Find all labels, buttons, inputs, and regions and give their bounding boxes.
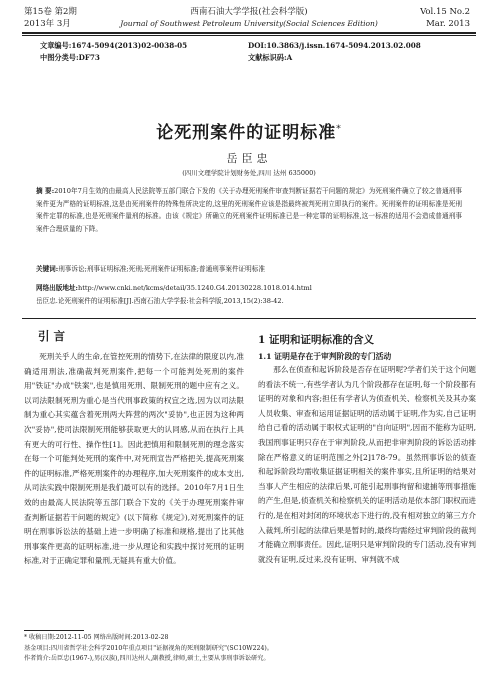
intro-column bbox=[24, 328, 244, 569]
abstract-text: 2010年7月生效的由最高人民法院等五部门联合下发的《关于办理死刑案件审查判断证据若干问题的规定》为死刑案件确立了较之普通刑事案件更为严格的证明标准,这是由死刑案件的特殊性所决定的,这里的死刑案件应该是指最终被判死刑立即执行的案件。死刑案件的证明标准是死刑案件定罪的标准,也是死刑案件量刑的标准。由该《规定》所确立的死刑案件证明标准已是一种定罪的证明标准,这一标准的适用不会造成普通刑事案件合理质量的下降。 bbox=[36, 187, 462, 233]
online-label: 网络出版地址: bbox=[36, 284, 78, 292]
keywords bbox=[36, 264, 462, 275]
date-cn: 2013年 3月 bbox=[24, 19, 71, 29]
keywords-text: 刑事诉讼;刑事证明标准;死刑;死刑案件证明标准;普通刑事案件证明标准 bbox=[58, 265, 265, 273]
received-date: * 收稿日期:2012-11-05 网络出版时间:2013-02-28 bbox=[24, 634, 169, 641]
volume-en: Vol.15 No.2 bbox=[420, 7, 470, 17]
author-bio: 作者简介:岳臣忠(1967-),男(汉族),四川达州人,副教授,律师,硕士,主要从事刑事诉讼研究。 bbox=[24, 655, 270, 662]
issue-info-en bbox=[420, 6, 470, 30]
footnote-rule bbox=[24, 630, 84, 631]
fund-info: 基金项目:四川省哲学社会科学2010年重点项目"证据视角的死刑限制研究"(SC10W224)。 bbox=[24, 644, 273, 652]
intro-paragraph: 死刑关乎人的生命,在管控死刑的情势下,在法律的限度以内,准确适用刑法,准确裁判死刑案件,把每一个可能判处死刑的案件用"铁证"办成"铁案",也是慎用死刑、限制死刑的题中应有之义。以司法限制死刑为重心是当代刑事政策的权宜之选,因为以司法限制为重心其实蕴含着死刑两大阵营的两次"妥协",也正因为这种两次"妥协",使司法限制死刑能够获取更大的认同感,从而在执行上具有更大的可行性、操作性[1]。因此把慎用和限制死刑的理念落实在每一个可能判处死刑的案件中,对死刑宣告严格把关,提高死刑案件的证明标准,严格死刑案件的办理程序,加大死刑案件的成本支出,从司法实践中限制死刑是我们最可以有的选择。2010年7月1日生效的由最高人民法院等五部门联合下发的《关于办理死刑案件审查判断证据若干问题的规定》(以下简称《规定》),对死刑案件的证明在刑事诉讼法的基础上进一步明确了标准和规格,提出了比其他刑事案件更高的证明标准,进一步从理论和实践中探讨死刑的证明标准,对于正确定罪和量刑,无疑具有重大价值。 bbox=[24, 352, 244, 566]
journal-en: Journal of Southwest Petroleum University(Social Sciences Edition) bbox=[120, 19, 378, 28]
abstract-label: 摘 要: bbox=[36, 187, 55, 195]
section1-heading: 1 证明和证明标准的含义 bbox=[258, 334, 374, 346]
abstract-rule bbox=[22, 318, 476, 319]
intro-body bbox=[24, 350, 244, 569]
paper-title bbox=[0, 118, 498, 143]
footnotes bbox=[24, 633, 474, 665]
date-en: Mar. 2013 bbox=[426, 19, 470, 29]
doi: DOI:10.3863/j.issn.1674-5094.2013.02.008 bbox=[248, 41, 421, 50]
journal-cn: 西南石油大学学报(社会科学版) bbox=[190, 7, 308, 17]
title-footnote-mark: * bbox=[336, 124, 342, 135]
meta-left bbox=[40, 40, 187, 64]
author: 岳臣忠 bbox=[226, 152, 272, 165]
intro-heading: 引 言 bbox=[38, 329, 66, 343]
abstract bbox=[36, 185, 462, 235]
online-url[interactable]: http://www.cnki.net/kcms/detail/35.1240.G4.20130228.1018.014.html bbox=[78, 284, 312, 292]
online-address bbox=[36, 283, 462, 294]
affiliation: (四川文理学院计划财务处,四川 达州 635000) bbox=[182, 169, 316, 177]
clc-number: 中图分类号:DF73 bbox=[40, 53, 100, 62]
keywords-label: 关键词: bbox=[36, 265, 59, 273]
volume-cn: 第15卷 第2期 bbox=[24, 7, 77, 17]
citation: 岳臣忠.论死刑案件的证明标准[J].西南石油大学学报:社会科学版,2013,15(2):38-42. bbox=[36, 297, 284, 305]
section1-1-heading: 1.1 证明是存在于审判阶段的专门活动 bbox=[258, 352, 392, 361]
section1-column bbox=[258, 332, 476, 567]
section1-body bbox=[258, 363, 476, 567]
document-code: 文献标识码:A bbox=[248, 53, 293, 62]
header-rule-thin bbox=[22, 35, 476, 36]
title-text: 论死刑案件的证明标准 bbox=[156, 123, 337, 143]
section1-paragraph: 那么在侦查和起诉阶段是否存在证明呢?学者们关于这个问题的看法不统一,有些学者认为几个阶段都存在证明,每一个阶段都有证明的对象和内容;担任有学者认为侦查机关、检察机关及其办案人员收集、审查和运用证据证明的活动属于证明,作为实,自己证明给自己看的活动属于职权式证明的"自向证明",因而不能称为证明,我国刑事证明只存在于审判阶段,从而把非审判阶段的诉讼活动排除在严格意义的证明范围之外[2]178-79。虽然刑事诉讼的侦查和起诉阶段均需收集证据证明相关的案件事实,且所证明的结果对当事人产生相应的法律后果,可能引起刑事拘留和逮捕等刑事措施的产生,但是,侦查机关和检察机关的证明活动是依本部门职权而进行的,是在相对封闭的环境状态下进行的,没有相对独立的第三方介入裁判,所引起的法律后果是暂时的,最终均需经过审判阶段的裁判才能确立刑事责任。因此,证明只是审判阶段的专门活动,没有审判就没有证明,反过来,没有证明、审判就不成 bbox=[258, 365, 476, 564]
meta-right bbox=[248, 40, 421, 64]
header-rule bbox=[22, 32, 476, 34]
article-number: 文章编号:1674-5094(2013)02-0038-05 bbox=[40, 41, 188, 50]
